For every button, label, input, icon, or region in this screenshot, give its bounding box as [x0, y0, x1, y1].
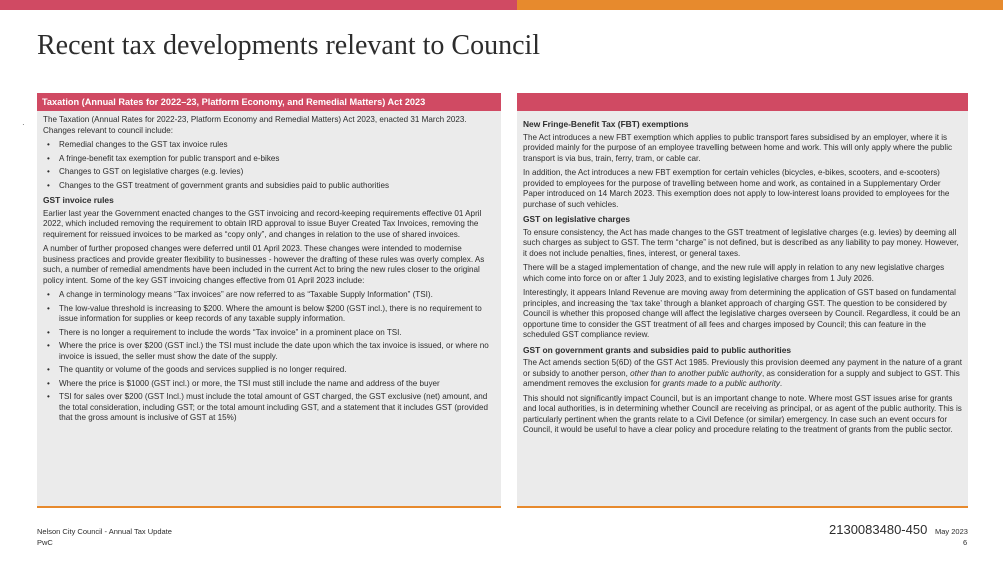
top-accent-bar — [0, 0, 1003, 10]
list-item: • Changes to the GST treatment of government grants and subsidies paid to public authorities — [43, 181, 495, 192]
list-item: • A change in terminology means “Tax invoices” are now referred to as “Taxable Supply Information” (TSI). — [43, 290, 495, 301]
accent-bar-orange — [517, 0, 1003, 10]
gst-paragraph-1: Earlier last year the Government enacted changes to the GST invoicing and record-keeping requirements effective 01 April 2022, which included removing the requirement to obtain IRD approval to issue Buyer Created Tax Invoices, removing the requirement for reissued invoices to be marked as “copy only”, and changes in relation to the use of shared invoices. — [43, 208, 482, 239]
fbt-paragraph-2: In addition, the Act introduces a new FBT exemption for certain vehicles (bicycles, e-bikes, scooters, and e-scooters) provided to employees for the purpose of travelling between home and work, as contained in a Supplementary Order Paper introduced on 14 March 2023. This exemption does not apply to low-interest loans provided to employees for the purchase of such vehicles. — [523, 168, 950, 209]
levies-paragraph-3: Interestingly, it appears Inland Revenue are moving away from determining the application of GST based on fundamental principles, and increasing the ‘tax take’ through a blanket approach of charging GST. The question to be considered by Council is whether this proposed change will affect the legislative charges overseen by Council. Regardless, it could be an opportune time to consider the GST treatment of all fees and charges imposed by Council; this can feature in the scheduled GST compliance review. — [523, 288, 961, 339]
list-item: • The quantity or volume of the goods and services supplied is no longer required. — [43, 365, 495, 376]
page-title: Recent tax developments relevant to Council — [37, 30, 541, 61]
list-item: • There is no longer a requirement to include the words “Tax invoice” in a prominent place on TSI. — [43, 328, 495, 339]
left-panel — [37, 93, 501, 508]
list-item: • A fringe-benefit tax exemption for public transport and e-bikes — [43, 154, 495, 165]
gst-changes-list — [43, 290, 495, 424]
list-item: • Changes to GST on legislative charges (e.g. levies) — [43, 167, 495, 178]
footer-reference-number: 2130083480-450 — [829, 522, 928, 537]
list-item: • Remedial changes to the GST tax invoice rules — [43, 140, 495, 151]
grants-paragraph-2: This should not significantly impact Council, but is an important change to note. Where most GST issues arise for grants and local authorities, is in determining whether Council are receiving as principal, or as agent of the public authority. This is particularly pertinent when the grants relate to a Civil Defence (or similar) emergency. In case such an event occurs for Council, it would be useful to have a clear policy and procedure relating to the treatment of grants from the public sector. — [523, 393, 962, 434]
levies-paragraph-1: To ensure consistency, the Act has made changes to the GST treatment of legislative charges (e.g. levies) by deeming all such charges as subject to GST. The term “charge” is not defined, but is described as any liability to pay money. However, it does not include penalties, fines, interest, or general taxes. — [523, 227, 959, 258]
section-heading-legislative-charges: GST on legislative charges — [523, 214, 631, 224]
footer-firm-name: PwC — [37, 538, 53, 547]
gst-paragraph-2: A number of further proposed changes were deferred until 01 April 2023. These changes were intended to modernise business practices and provide greater flexibility to businesses - however the drafting of these rules was overly complex. As such, a number of remedial amendments have been included in the current Act to bring the new rules closer to the original policy intent. Some of the key GST invoicing changes effective from 01 April 2023 include: — [43, 244, 485, 285]
section-heading-grants: GST on government grants and subsidies paid to public authorities — [523, 344, 792, 355]
list-item: • Where the price is $1000 (GST incl.) or more, the TSI must still include the name and address of the buyer — [43, 379, 495, 390]
section-heading-gst-invoice: GST invoice rules — [43, 195, 114, 205]
changes-list — [43, 140, 495, 191]
footer-report-name: Nelson City Council - Annual Tax Update — [37, 527, 172, 536]
intro-paragraph: The Taxation (Annual Rates for 2022-23, Platform Economy and Remedial Matters) Act 2023, enacted 31 March 2023. Changes relevant to council include: — [43, 115, 467, 135]
grants-text-part: , as consideration for a supply and subject to GST. This amendment removes the exclusion for — [523, 368, 960, 388]
list-item: • Where the price is over $200 (GST incl.) the TSI must include the date upon which the tax invoice is issued, or where no invoice is issued, the seller must show the date of the supply. — [43, 341, 495, 362]
fbt-paragraph-1: The Act introduces a new FBT exemption which applies to public transport fares subsidised by an employer, where it is provided mainly for the purpose of an employee travelling between home and work. This will only apply where the public transport is via bus, train, ferry, tram, or cable car. — [523, 132, 953, 163]
footer-date: May 2023 — [935, 527, 968, 536]
section-heading-fbt: New Fringe-Benefit Tax (FBT) exemptions — [523, 119, 689, 129]
panel-bottom-rule — [517, 506, 968, 508]
levies-paragraph-2: There will be a staged implementation of change, and the new rule will apply in relation to any new legislative charges which come into force on or after 1 July 2023, and to existing legislative charges from 1 July 2026. — [523, 263, 945, 283]
left-panel-body — [37, 111, 501, 424]
right-panel — [517, 93, 968, 508]
list-item: • The low-value threshold is increasing to $200. Where the amount is below $200 (GST incl.), there is no requirement to issue information for supplies or keep records of any taxable supply information. — [43, 304, 495, 325]
grants-paragraph-1 — [523, 358, 962, 390]
grants-text-part: . — [779, 379, 783, 388]
grants-text-part: The Act amends section 5(6D) of the GST Act 1985. Previously this provision deemed any payment in the nature of a grant or subsidy to another person, — [523, 358, 962, 378]
grants-text-emphasis: other than to another public authority — [630, 368, 762, 378]
panel-bottom-rule — [37, 506, 501, 508]
page-number: 6 — [963, 538, 968, 547]
stray-bullet-dot: · — [22, 120, 25, 129]
accent-bar-pink — [0, 0, 517, 10]
grants-text-emphasis: grants made to a public authority — [662, 379, 780, 388]
footer-left — [37, 526, 172, 548]
right-panel-body — [517, 111, 968, 436]
list-item: • TSI for sales over $200 (GST Incl.) must include the total amount of GST charged, the GST exclusive (net) amount, and the total consideration, including GST; or the total amount including GST, and a statement that it includes GST (provided that the gross amount is inclusive of GST at 15%) — [43, 392, 495, 424]
left-panel-header: Taxation (Annual Rates for 2022–23, Platform Economy, and Remedial Matters) Act 2023 — [37, 93, 501, 111]
right-panel-header — [517, 93, 968, 111]
